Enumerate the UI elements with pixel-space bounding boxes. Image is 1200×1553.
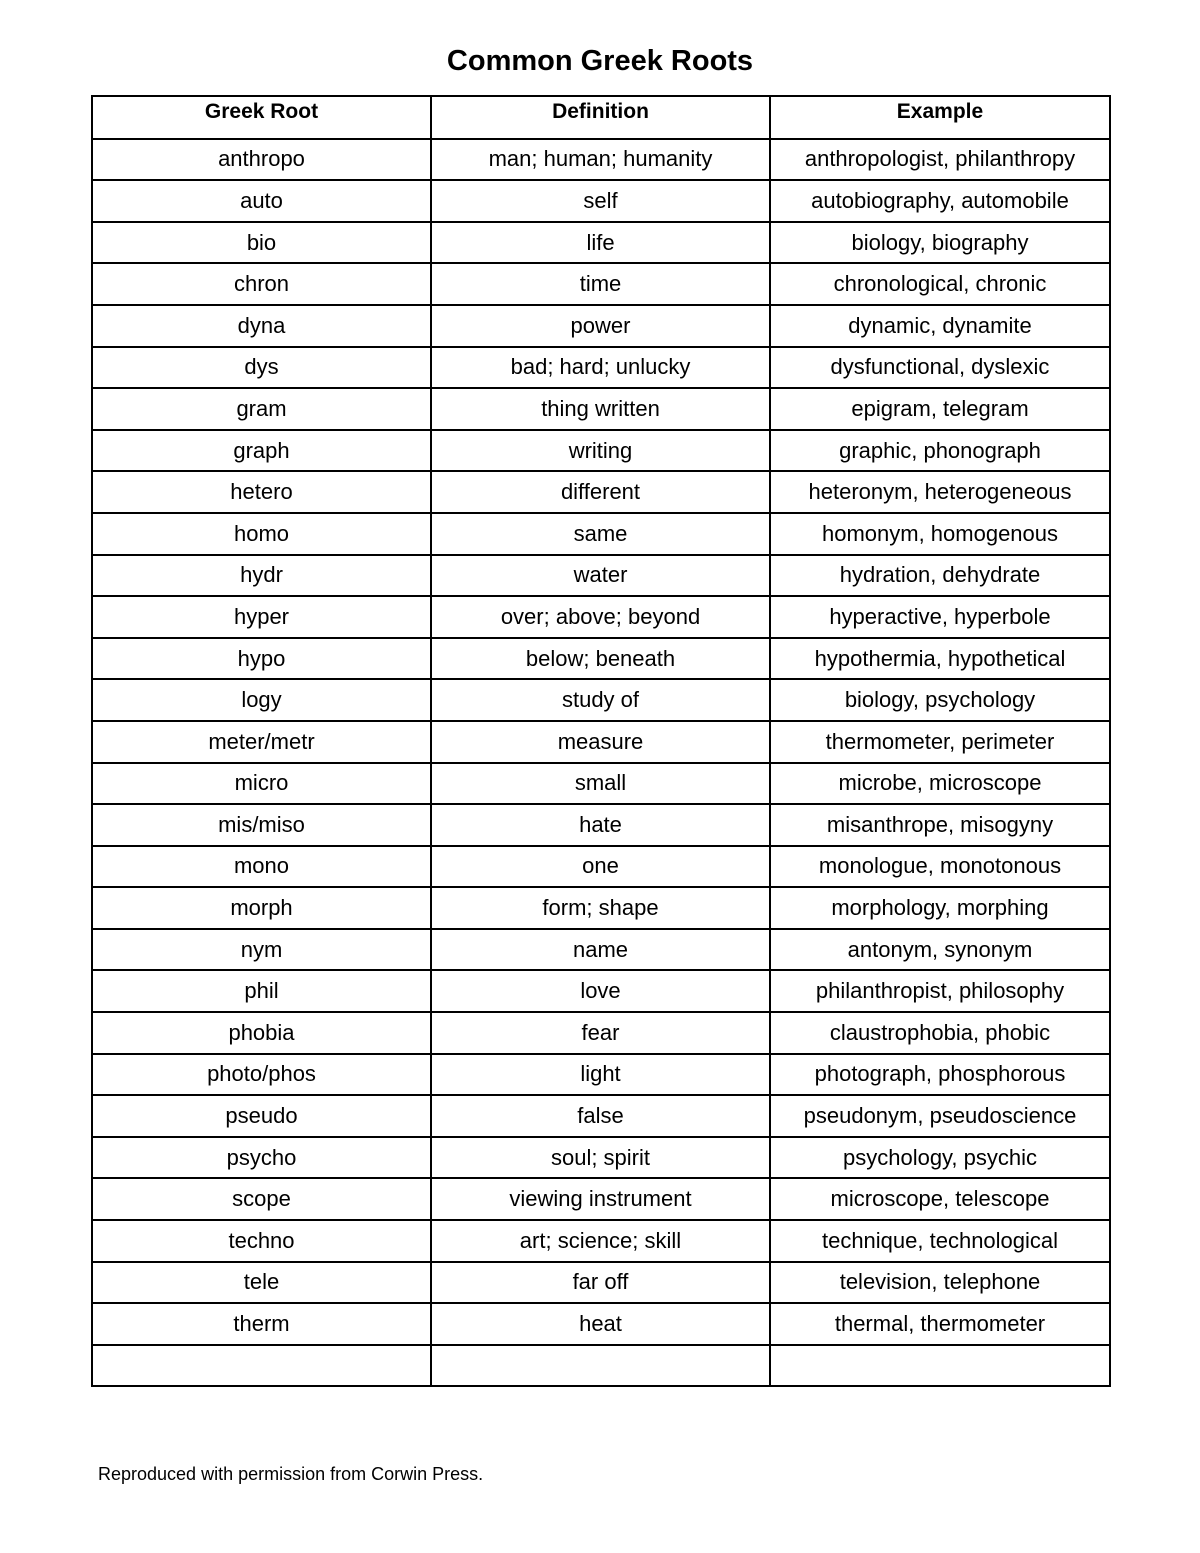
- greek-root-cell: anthropo: [92, 139, 431, 181]
- greek-root-cell: dyna: [92, 305, 431, 347]
- table-row: [92, 1095, 1110, 1137]
- example-cell: epigram, telegram: [770, 388, 1110, 430]
- greek-root-cell: hydr: [92, 555, 431, 597]
- greek-root-cell: gram: [92, 388, 431, 430]
- example-cell: chronological, chronic: [770, 263, 1110, 305]
- example-cell: technique, technological: [770, 1220, 1110, 1262]
- definition-cell: heat: [431, 1303, 770, 1345]
- definition-cell: viewing instrument: [431, 1178, 770, 1220]
- example-cell: philanthropist, philosophy: [770, 970, 1110, 1012]
- example-cell: graphic, phonograph: [770, 430, 1110, 472]
- example-cell: thermal, thermometer: [770, 1303, 1110, 1345]
- definition-cell: light: [431, 1054, 770, 1096]
- table-row: [92, 804, 1110, 846]
- table-row: [92, 513, 1110, 555]
- example-cell: heteronym, heterogeneous: [770, 471, 1110, 513]
- greek-root-cell: tele: [92, 1262, 431, 1304]
- greek-roots-table: [91, 95, 1111, 1387]
- table-row: [92, 305, 1110, 347]
- table-row: [92, 1054, 1110, 1096]
- example-cell: thermometer, perimeter: [770, 721, 1110, 763]
- table-row: [92, 1178, 1110, 1220]
- definition-cell: small: [431, 763, 770, 805]
- column-header-definition: Definition: [431, 96, 770, 139]
- definition-cell: bad; hard; unlucky: [431, 347, 770, 389]
- table-row: [92, 929, 1110, 971]
- greek-root-cell: homo: [92, 513, 431, 555]
- definition-cell: measure: [431, 721, 770, 763]
- table-header: [92, 96, 1110, 139]
- table-row: [92, 139, 1110, 181]
- definition-cell: false: [431, 1095, 770, 1137]
- greek-root-cell: techno: [92, 1220, 431, 1262]
- table-row: [92, 1345, 1110, 1387]
- definition-cell: name: [431, 929, 770, 971]
- table-row: [92, 887, 1110, 929]
- definition-cell: love: [431, 970, 770, 1012]
- header-row: [92, 96, 1110, 139]
- definition-cell: water: [431, 555, 770, 597]
- greek-root-cell: auto: [92, 180, 431, 222]
- column-header-greek-root: Greek Root: [92, 96, 431, 139]
- greek-root-cell: dys: [92, 347, 431, 389]
- greek-root-cell: logy: [92, 679, 431, 721]
- table-row: [92, 1262, 1110, 1304]
- table-row: [92, 970, 1110, 1012]
- example-cell: antonym, synonym: [770, 929, 1110, 971]
- definition-cell: art; science; skill: [431, 1220, 770, 1262]
- definition-cell: hate: [431, 804, 770, 846]
- example-cell: biology, psychology: [770, 679, 1110, 721]
- table-row: [92, 1137, 1110, 1179]
- greek-root-cell: mis/miso: [92, 804, 431, 846]
- greek-root-cell: nym: [92, 929, 431, 971]
- definition-cell: study of: [431, 679, 770, 721]
- greek-root-cell: mono: [92, 846, 431, 888]
- definition-cell: thing written: [431, 388, 770, 430]
- table-row: [92, 596, 1110, 638]
- table-row: [92, 347, 1110, 389]
- greek-root-cell: scope: [92, 1178, 431, 1220]
- greek-root-cell: psycho: [92, 1137, 431, 1179]
- definition-cell: one: [431, 846, 770, 888]
- greek-root-cell: hypo: [92, 638, 431, 680]
- greek-root-cell: meter/metr: [92, 721, 431, 763]
- definition-cell: different: [431, 471, 770, 513]
- table-row: [92, 430, 1110, 472]
- definition-cell: self: [431, 180, 770, 222]
- table-row: [92, 721, 1110, 763]
- definition-cell: man; human; humanity: [431, 139, 770, 181]
- page-title: Common Greek Roots: [446, 45, 754, 77]
- table-row: [92, 555, 1110, 597]
- example-cell: microbe, microscope: [770, 763, 1110, 805]
- definition-cell: life: [431, 222, 770, 264]
- table-row: [92, 763, 1110, 805]
- example-cell: morphology, morphing: [770, 887, 1110, 929]
- table-row: [92, 679, 1110, 721]
- example-cell: television, telephone: [770, 1262, 1110, 1304]
- table-row: [92, 638, 1110, 680]
- greek-root-cell: [92, 1345, 431, 1387]
- example-cell: photograph, phosphorous: [770, 1054, 1110, 1096]
- definition-cell: same: [431, 513, 770, 555]
- greek-root-cell: pseudo: [92, 1095, 431, 1137]
- example-cell: hypothermia, hypothetical: [770, 638, 1110, 680]
- greek-root-cell: phobia: [92, 1012, 431, 1054]
- greek-root-cell: hetero: [92, 471, 431, 513]
- table-row: [92, 1303, 1110, 1345]
- example-cell: homonym, homogenous: [770, 513, 1110, 555]
- greek-root-cell: photo/phos: [92, 1054, 431, 1096]
- greek-root-cell: graph: [92, 430, 431, 472]
- example-cell: autobiography, automobile: [770, 180, 1110, 222]
- example-cell: biology, biography: [770, 222, 1110, 264]
- table-row: [92, 1012, 1110, 1054]
- example-cell: misanthrope, misogyny: [770, 804, 1110, 846]
- example-cell: monologue, monotonous: [770, 846, 1110, 888]
- table-body: [92, 139, 1110, 1387]
- definition-cell: soul; spirit: [431, 1137, 770, 1179]
- definition-cell: over; above; beyond: [431, 596, 770, 638]
- greek-root-cell: chron: [92, 263, 431, 305]
- example-cell: [770, 1345, 1110, 1387]
- example-cell: dynamic, dynamite: [770, 305, 1110, 347]
- definition-cell: form; shape: [431, 887, 770, 929]
- table-row: [92, 846, 1110, 888]
- example-cell: anthropologist, philanthropy: [770, 139, 1110, 181]
- definition-cell: fear: [431, 1012, 770, 1054]
- greek-root-cell: phil: [92, 970, 431, 1012]
- definition-cell: writing: [431, 430, 770, 472]
- definition-cell: far off: [431, 1262, 770, 1304]
- table-row: [92, 263, 1110, 305]
- greek-root-cell: therm: [92, 1303, 431, 1345]
- greek-root-cell: morph: [92, 887, 431, 929]
- table-row: [92, 388, 1110, 430]
- definition-cell: below; beneath: [431, 638, 770, 680]
- greek-root-cell: hyper: [92, 596, 431, 638]
- example-cell: psychology, psychic: [770, 1137, 1110, 1179]
- example-cell: microscope, telescope: [770, 1178, 1110, 1220]
- greek-root-cell: micro: [92, 763, 431, 805]
- example-cell: hydration, dehydrate: [770, 555, 1110, 597]
- definition-cell: time: [431, 263, 770, 305]
- table-row: [92, 180, 1110, 222]
- definition-cell: power: [431, 305, 770, 347]
- table-row: [92, 1220, 1110, 1262]
- example-cell: claustrophobia, phobic: [770, 1012, 1110, 1054]
- example-cell: hyperactive, hyperbole: [770, 596, 1110, 638]
- column-header-example: Example: [770, 96, 1110, 139]
- table-row: [92, 222, 1110, 264]
- greek-root-cell: bio: [92, 222, 431, 264]
- example-cell: dysfunctional, dyslexic: [770, 347, 1110, 389]
- permission-note: Reproduced with permission from Corwin Press.: [98, 1464, 484, 1484]
- definition-cell: [431, 1345, 770, 1387]
- example-cell: pseudonym, pseudoscience: [770, 1095, 1110, 1137]
- table-row: [92, 471, 1110, 513]
